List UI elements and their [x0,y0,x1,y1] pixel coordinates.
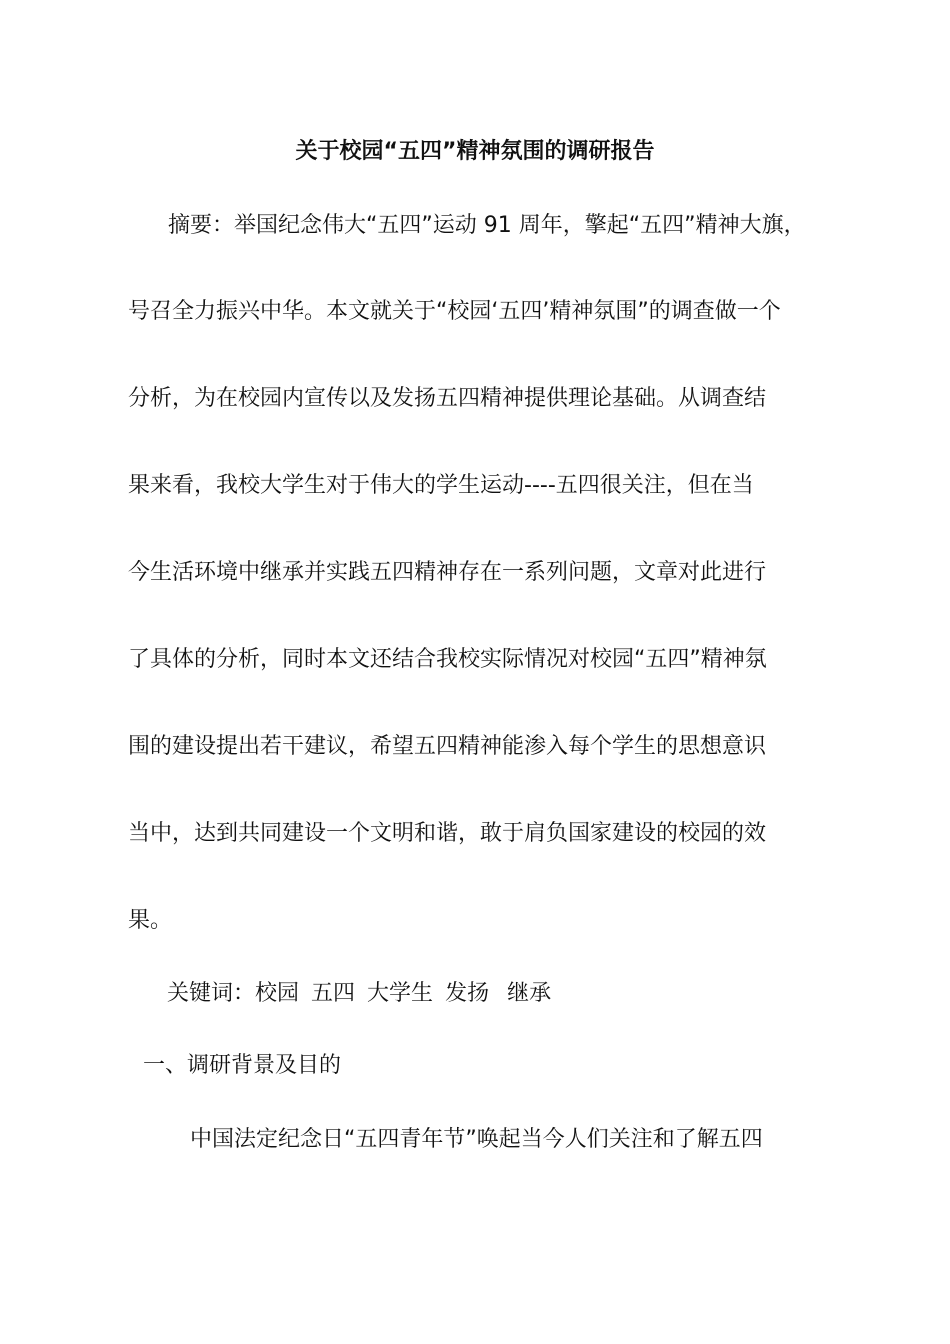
keywords-line [167,976,867,1012]
abstract-line-3: 分析，为在校园内宣传以及发扬五四精神提供理论基础。从调查结 [128,386,767,411]
section-heading: 一、调研背景及目的 [143,1053,342,1078]
keyword-item: 大学生 [367,981,434,1006]
abstract-line-6: 了具体的分析，同时本文还结合我校实际情况对校园“五四”精神氛 [128,647,767,672]
abstract-line-5: 今生活环境中继承并实践五四精神存在一系列问题，文章对此进行 [128,560,767,585]
document-title: 关于校园“五四”精神氛围的调研报告 [295,139,655,164]
abstract-line-8: 当中，达到共同建设一个文明和谐，敢于肩负国家建设的校园的效 [128,821,767,846]
abstract-line-9: 果。 [128,908,173,933]
keyword-item: 校园 [255,981,300,1006]
keyword-item: 继承 [507,981,552,1006]
keyword-item: 发扬 [445,981,490,1006]
section-paragraph-line: 中国法定纪念日“五四青年节”唤起当今人们关注和了解五四 [190,1127,763,1152]
abstract-line-7: 围的建设提出若干建议，希望五四精神能渗入每个学生的思想意识 [128,734,767,759]
abstract-line-2: 号召全力振兴中华。本文就关于“校园‘五四’精神氛围”的调查做一个 [128,299,781,324]
keyword-item: 五四 [311,981,356,1006]
abstract-line-4: 果来看，我校大学生对于伟大的学生运动----五四很关注，但在当 [128,473,754,498]
abstract-line-1: 摘要：举国纪念伟大“五四”运动 91 周年，擎起“五四”精神大旗， [168,213,806,238]
keywords-label: 关键词： [167,981,256,1006]
